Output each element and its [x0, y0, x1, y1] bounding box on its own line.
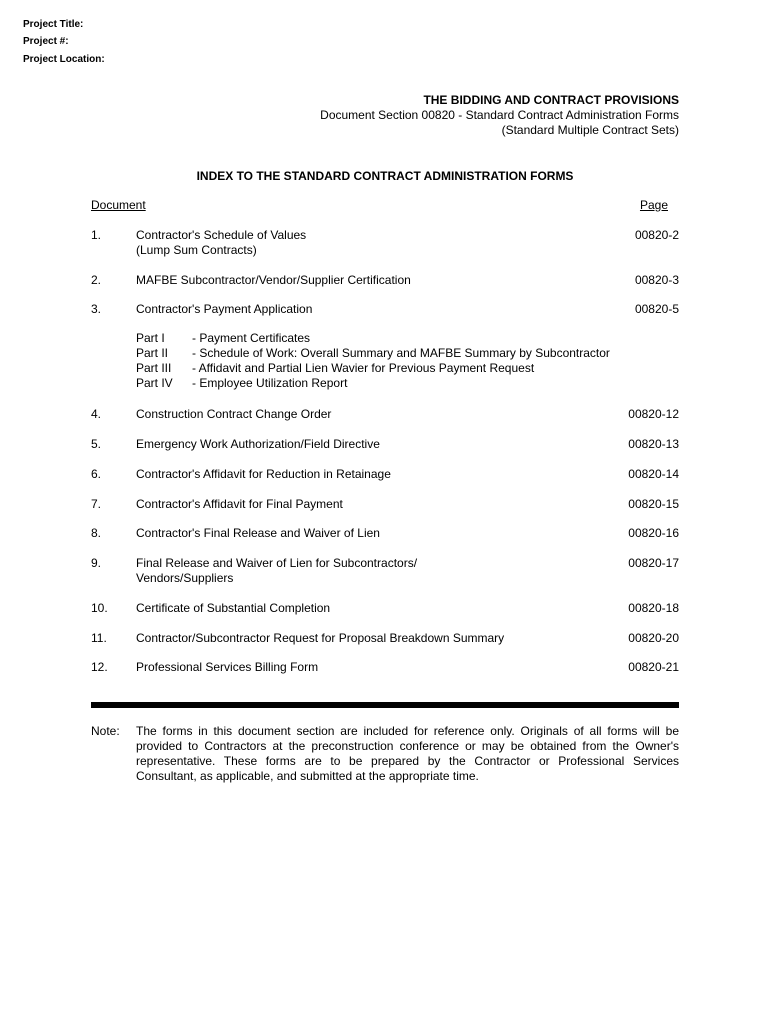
item-number: 3.	[91, 302, 102, 316]
item-page: 00820-2	[634, 228, 679, 242]
item-page: 00820-17	[628, 556, 679, 570]
item-title: Contractor's Affidavit for Reduction in Retainage	[136, 467, 391, 481]
item-number: 7.	[91, 497, 102, 511]
section-divider	[91, 702, 679, 708]
item-title: Emergency Work Authorization/Field Directive	[136, 437, 380, 451]
item-title: Construction Contract Change Order	[136, 407, 332, 421]
item-number: 9.	[91, 556, 102, 570]
item-number: 8.	[91, 526, 102, 540]
item-page: 00820-16	[628, 526, 679, 540]
project-title-label: Project Title:	[23, 19, 84, 30]
header-subtitle: (Standard Multiple Contract Sets)	[501, 123, 679, 137]
header-title: THE BIDDING AND CONTRACT PROVISIONS	[423, 93, 679, 107]
item-number: 11.	[91, 631, 107, 645]
item-page: 00820-13	[628, 437, 679, 451]
part-label: Part I	[136, 331, 165, 345]
item-number: 12.	[91, 660, 108, 674]
project-number-label: Project #:	[23, 36, 69, 47]
item-title: Contractor's Affidavit for Final Payment	[136, 497, 343, 511]
item-number: 5.	[91, 437, 102, 451]
part-description: - Payment Certificates	[192, 331, 311, 345]
part-label: Part II	[136, 346, 169, 360]
item-page: 00820-12	[628, 407, 679, 421]
part-row	[136, 361, 610, 376]
item-title: Final Release and Waiver of Lien for Subcontractors/ Vendors/Suppliers	[136, 556, 418, 585]
item-number: 4.	[91, 407, 102, 421]
item-title: Professional Services Billing Form	[136, 660, 319, 674]
note-text: The forms in this document section are included for reference only. Originals of all forms will be provided to Contractors at the preconstruction conference or may be obtained from the Owner's representative. These forms are to be prepared by the Contractor or Professional Services Consultant, as applicable, and submitted at the appropriate time.	[136, 724, 679, 783]
item-title: MAFBE Subcontractor/Vendor/Supplier Certification	[136, 273, 411, 287]
item-number: 1.	[91, 228, 102, 242]
header-section: Document Section 00820 - Standard Contract Administration Forms	[320, 108, 679, 122]
part-description: - Schedule of Work: Overall Summary and MAFBE Summary by Subcontractor	[192, 346, 610, 360]
part-description: - Affidavit and Partial Lien Wavier for Previous Payment Request	[192, 361, 535, 375]
item-page: 00820-15	[628, 497, 679, 511]
part-row	[136, 376, 610, 391]
part-label: Part III	[136, 361, 172, 375]
payment-application-parts	[136, 331, 610, 391]
item-number: 2.	[91, 273, 102, 287]
item-page: 00820-18	[628, 601, 679, 615]
item-page: 00820-5	[634, 302, 679, 316]
column-header-page: Page	[639, 198, 668, 212]
index-title: INDEX TO THE STANDARD CONTRACT ADMINISTRATION FORMS	[196, 169, 574, 183]
part-label: Part IV	[136, 376, 173, 390]
document-header	[320, 93, 679, 138]
item-title: Contractor/Subcontractor Request for Proposal Breakdown Summary	[136, 631, 505, 645]
project-location-label: Project Location:	[23, 54, 105, 65]
item-page: 00820-20	[628, 631, 679, 645]
item-title: Contractor's Final Release and Waiver of Lien	[136, 526, 380, 540]
item-page: 00820-21	[628, 660, 679, 674]
part-description: - Employee Utilization Report	[192, 376, 348, 390]
item-title: Contractor's Schedule of Values (Lump Sum Contracts)	[136, 228, 307, 257]
part-row	[136, 331, 610, 346]
item-title: Certificate of Substantial Completion	[136, 601, 331, 615]
item-title: Contractor's Payment Application	[136, 302, 313, 316]
item-number: 10.	[91, 601, 108, 615]
item-page: 00820-14	[628, 467, 679, 481]
item-number: 6.	[91, 467, 102, 481]
item-page: 00820-3	[634, 273, 679, 287]
column-header-document: Document	[91, 198, 146, 212]
note-label: Note:	[91, 724, 120, 738]
part-row	[136, 346, 610, 361]
